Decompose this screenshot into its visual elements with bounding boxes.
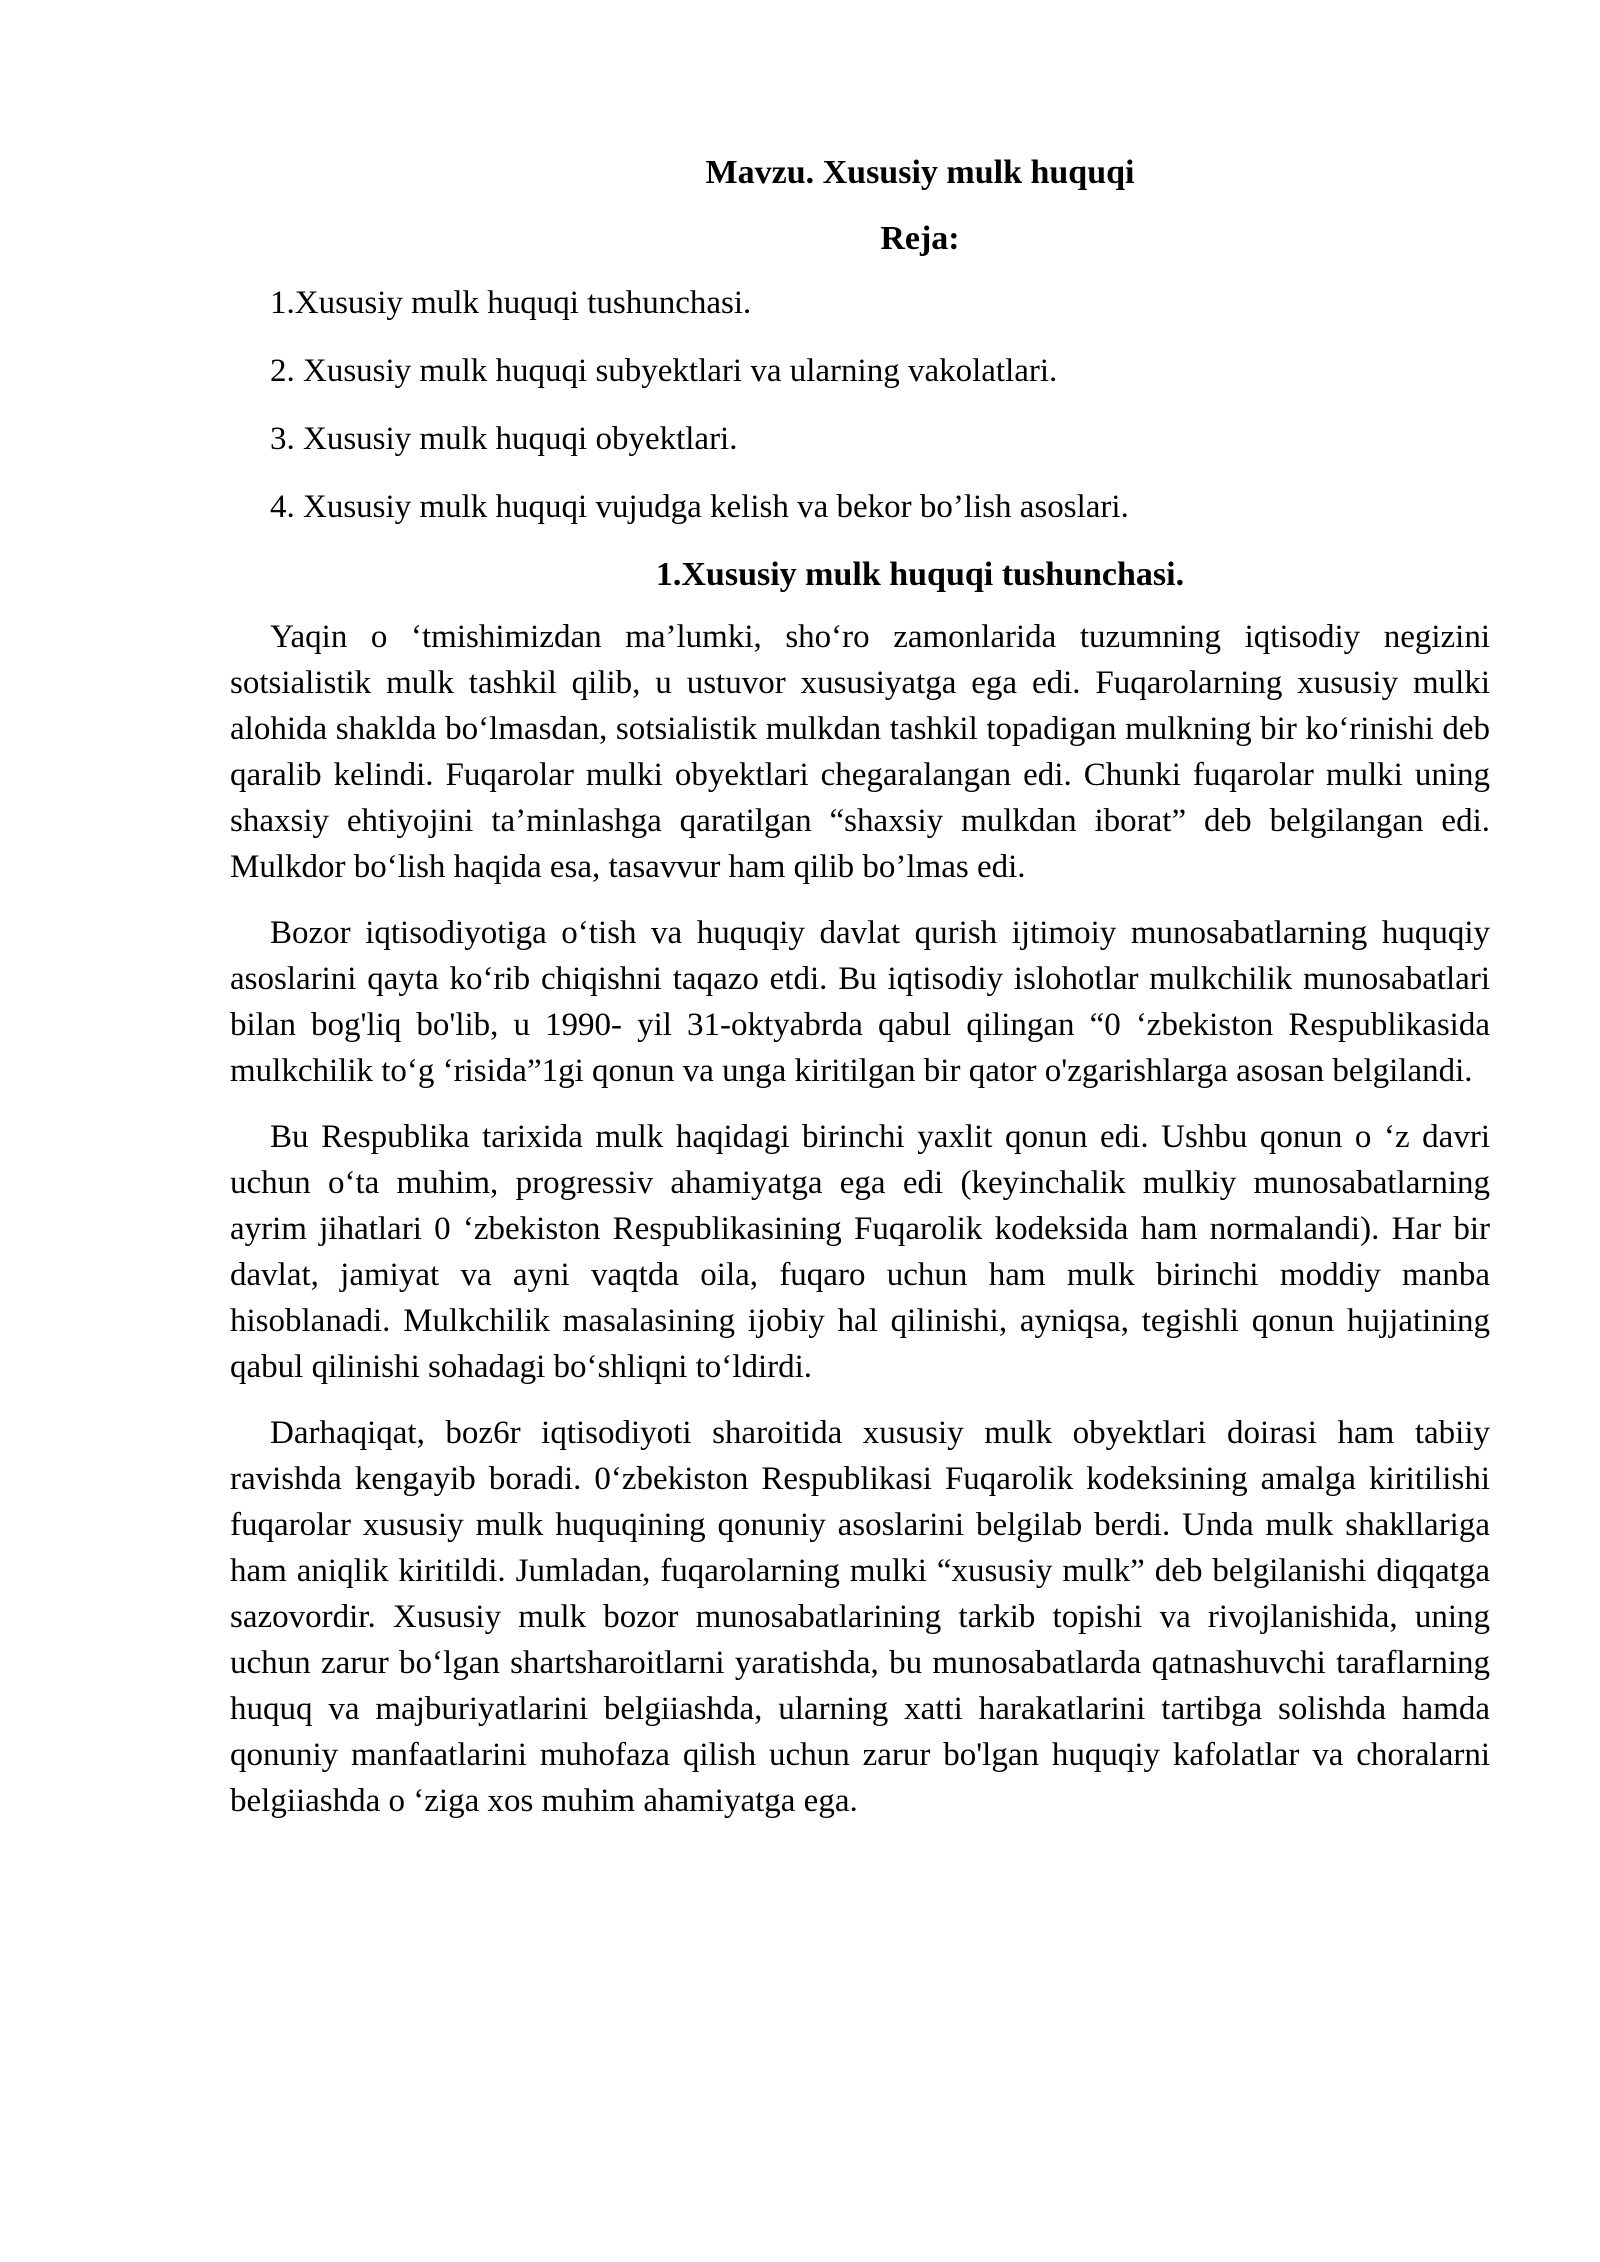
plan-item-3: 3. Xususiy mulk huquqi obyektlari. xyxy=(270,421,738,457)
plan-heading: Reja: xyxy=(880,220,960,257)
paragraph-2: Bozor iqtisodiyotiga o‘tish va huquqiy davlat qurish ijtimoiy munosabatlarning huquqiy asoslarini qayta ko‘rib chiqishni taqazo etdi. Bu iqtisodiy islohotlar mulkchilik munosabatlari bilan bog'liq bo'lib, u 1990- yil 31-oktyabrda qabul qilingan “0 ‘zbekiston Respublikasida mulkchilik to‘g ‘risida”1gi qonun va unga kiritilgan bir qator o'zgarishlarga asosan belgilandi. xyxy=(230,915,1490,1089)
paragraph-3: Bu Respublika tarixida mulk haqidagi birinchi yaxlit qonun edi. Ushbu qonun o ‘z davri uchun o‘ta muhim, progressiv ahamiyatga ega edi (keyinchalik mulkiy munosabatlarning ayrim jihatlari 0 ‘zbekiston Respublikasining Fuqarolik kodeksida ham normalandi). Har bir davlat, jamiyat va ayni vaqtda oila, fuqaro uchun ham mulk birinchi moddiy manba hisoblanadi. Mulkchilik masalasining ijobiy hal qilinishi, ayniqsa, tegishli qonun hujjatining qabul qilinishi sohadagi bo‘shliqni to‘ldirdi. xyxy=(230,1119,1490,1385)
paragraph-1: Yaqin o ‘tmishimizdan ma’lumki, sho‘ro zamonlarida tuzumning iqtisodiy negizini sotsialistik mulk tashkil qilib, u ustuvor xususiyatga ega edi. Fuqarolarning xususiy mulki alohida shakldа bo‘lmasdan, sotsialistik mulkdan tashkil topadigan mulkning bir ko‘rinishi deb qaralib kelindi. Fuqarolar mulki obyektlari chegaralangan edi. Chunki fuqarolar mulki uning shaxsiy ehtiyojini ta’minlashga qaratilgan “shaxsiy mulkdan iborat” deb belgilangan edi. Mulkdor bo‘lish haqida esa, tasavvur ham qilib bo’lmas edi. xyxy=(230,619,1490,885)
document-title: Mavzu. Xususiy mulk huquqi xyxy=(705,154,1135,191)
plan-item-1: 1.Xususiy mulk huquqi tushunchasi. xyxy=(270,285,752,321)
document-page xyxy=(230,150,1490,1844)
section-heading: 1.Xususiy mulk huquqi tushunchasi. xyxy=(655,556,1185,593)
paragraph-4: Darhaqiqat, boz6r iqtisodiyoti sharoitida xususiy mulk obyektlari doirasi ham tabiiy ravishda kengayib boradi. 0‘zbekiston Respublikasi Fuqarolik kodeksining amalga kiritilishi fuqarolar xususiy mulk huquqining qonuniy asoslarini belgilab berdi. Unda mulk shakllariga ham aniqlik kiritildi. Jumladan, fuqarolarning mulki “xususiy mulk” deb belgilanishi diqqatga sazovordir. Xususiy mulk bozor munosabatlarining tarkib topishi va rivojlanishida, uning uchun zarur bo‘lgan shartsharoitlarni yaratishda, bu munosabatlarda qatnashuvchi taraflarning huquq va majburiyatlarini belgiiashda, ularning xatti harakatlarini tartibga solishda hamda qonuniy manfaatlarini muhofaza qilish uchun zarur bo'lgan huquqiy kafolatlar va choralarni belgiiashda o ‘ziga xos muhim ahamiyatga ega. xyxy=(230,1415,1490,1819)
plan-list xyxy=(230,280,1490,530)
plan-item-2: 2. Xususiy mulk huquqi subyektlari va ularning vakolatlari. xyxy=(270,353,1058,389)
plan-item-4: 4. Xususiy mulk huquqi vujudga kelish va bekor bo’lish asoslari. xyxy=(270,489,1129,525)
